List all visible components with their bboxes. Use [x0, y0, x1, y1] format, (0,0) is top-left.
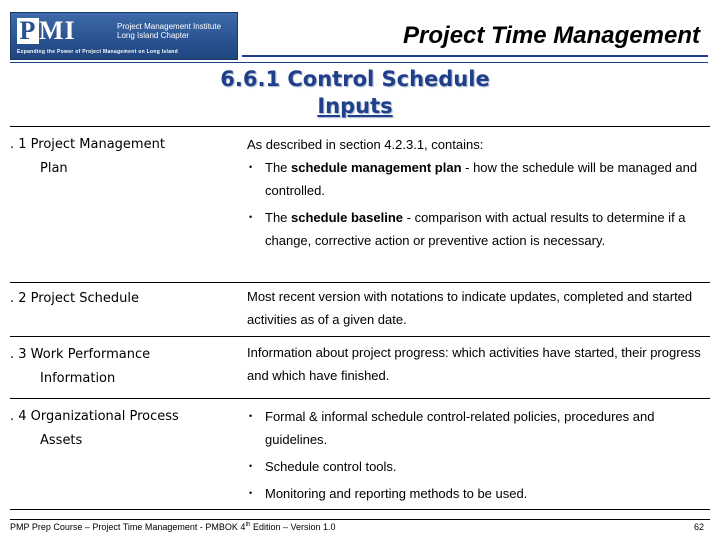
- footer-text: PMP Prep Course – Project Time Management - PMBOK 4th Edition – Version 1.0: [10, 522, 336, 532]
- row-description: Most recent version with notations to indicate updates, completed and started activities as of a given date.: [247, 289, 693, 327]
- list-item: • Monitoring and reporting methods to be used.: [247, 482, 702, 505]
- header-divider: [242, 55, 708, 57]
- pmi-logo: [10, 12, 238, 60]
- row-label: . 1 Project Management Plan: [10, 137, 165, 176]
- table-row: [10, 336, 710, 398]
- row-description: [247, 133, 702, 256]
- row-intro: As described in section 4.2.3.1, contains:: [247, 137, 484, 152]
- row-label: . 4 Organizational Process Assets: [10, 409, 179, 448]
- logo-tagline: Expanding the Power of Project Management on Long Island: [17, 49, 178, 55]
- footer-divider: [10, 519, 710, 520]
- pmi-logo-mark: PMI: [17, 18, 115, 44]
- page-number: 62: [693, 522, 704, 532]
- header-title: Project Time Management: [403, 22, 700, 49]
- logo-org-name: Project Management Institute Long Island Chapter: [117, 22, 222, 40]
- row-description: [247, 405, 702, 509]
- slide-title: 6.6.1 Control Schedule Inputs: [220, 67, 490, 118]
- row-description: Information about project progress: which activities have started, their progress and which have finished.: [247, 345, 701, 383]
- table-row: [10, 282, 710, 336]
- list-item: • The schedule management plan - how the schedule will be managed and controlled.: [247, 156, 702, 202]
- row-label: . 3 Work Performance Information: [10, 347, 151, 386]
- list-item: • The schedule baseline - comparison with actual results to determine if a change, corrective action or preventive action is necessary.: [247, 206, 702, 252]
- table-row: [10, 126, 710, 276]
- header-divider-secondary: [10, 62, 708, 63]
- table-row: [10, 398, 710, 510]
- list-item: • Schedule control tools.: [247, 455, 702, 478]
- list-item: • Formal & informal schedule control-related policies, procedures and guidelines.: [247, 405, 702, 451]
- row-label: . 2 Project Schedule: [10, 291, 140, 306]
